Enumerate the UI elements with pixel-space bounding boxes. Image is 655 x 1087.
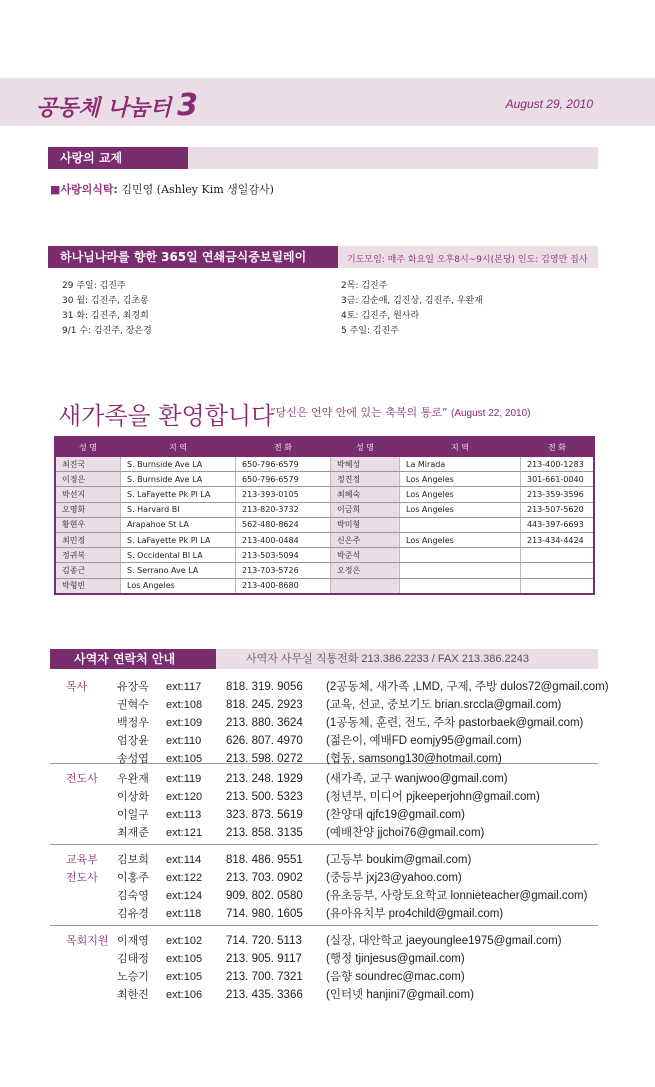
page-number: 3 bbox=[177, 88, 199, 123]
staff-phone: 818. 319. 9056 bbox=[226, 681, 303, 693]
table-cell: Los Angeles bbox=[121, 578, 236, 594]
table-cell: Los Angeles bbox=[400, 532, 521, 547]
staff-row bbox=[50, 806, 598, 824]
staff-note: (교육, 선교, 중보기도 brian.srccla@gmail.com) bbox=[326, 699, 562, 711]
table-cell: 정귀복 bbox=[55, 548, 121, 563]
staff-name: 엄장윤 bbox=[117, 734, 149, 747]
staff-name: 유장옥 bbox=[117, 680, 149, 693]
staff-ext: ext:109 bbox=[166, 717, 203, 729]
staff-ext: ext:105 bbox=[166, 971, 203, 983]
staff-note: (젊은이, 예배FD eomjy95@gmail.com) bbox=[326, 735, 522, 747]
staff-ext: ext:121 bbox=[166, 827, 203, 839]
issue-date: August 29, 2010 bbox=[505, 97, 593, 111]
staff-name: 이홍주 bbox=[117, 871, 149, 884]
table-cell: 박선지 bbox=[55, 487, 121, 502]
table-cell bbox=[400, 517, 521, 532]
staff-section-title: 사역자 연락처 안내 bbox=[50, 649, 216, 669]
staff-row bbox=[50, 869, 598, 887]
staff-phone: 213. 500. 5323 bbox=[226, 791, 303, 803]
staff-note: (인터넷 hanjini7@gmail.com) bbox=[326, 989, 474, 1001]
staff-phone: 213. 435. 3366 bbox=[226, 989, 303, 1001]
table-cell: 562-480-8624 bbox=[236, 517, 331, 532]
staff-ext: ext:110 bbox=[166, 735, 202, 747]
relay-item: 2목: 김진주 bbox=[341, 281, 388, 291]
table-cell bbox=[331, 578, 400, 594]
staff-group bbox=[50, 851, 598, 923]
staff-note: (예배찬양 jjchoi76@gmail.com) bbox=[326, 827, 485, 839]
staff-row bbox=[50, 932, 598, 950]
table-cell bbox=[521, 578, 595, 594]
table-row bbox=[55, 487, 594, 502]
staff-note: (실장, 대안학교 jaeyounglee1975@gmail.com) bbox=[326, 935, 562, 947]
staff-phone: 213. 703. 0902 bbox=[226, 872, 303, 884]
staff-name: 최한진 bbox=[117, 988, 149, 1001]
table-cell: 이금희 bbox=[331, 502, 400, 517]
col-header: 전 화 bbox=[521, 437, 595, 457]
staff-role: 목사 bbox=[66, 680, 88, 693]
staff-row bbox=[50, 851, 598, 869]
relay-section-title: 하나님나라를 향한 365일 연쇄금식중보릴레이 bbox=[48, 246, 338, 268]
staff-note: (유초등부, 사랑토요학교 lonnieteacher@gmail.com) bbox=[326, 890, 588, 902]
staff-row bbox=[50, 678, 609, 696]
table-cell: Los Angeles bbox=[400, 502, 521, 517]
staff-phone: 818. 486. 9551 bbox=[226, 854, 303, 866]
staff-name: 이일구 bbox=[117, 808, 149, 821]
staff-note: (고등부 boukim@gmail.com) bbox=[326, 854, 472, 866]
new-members-table bbox=[54, 436, 595, 595]
staff-row bbox=[50, 968, 598, 986]
staff-ext: ext:108 bbox=[166, 699, 203, 711]
staff-name: 김유경 bbox=[117, 907, 149, 920]
table-cell: 박형빈 bbox=[55, 578, 121, 594]
staff-row bbox=[50, 696, 598, 714]
table-cell: 오정은 bbox=[331, 563, 400, 578]
table-cell: 김종근 bbox=[55, 563, 121, 578]
relay-left-list bbox=[62, 279, 152, 339]
staff-ext: ext:105 bbox=[166, 953, 203, 965]
table-cell: 오명화 bbox=[55, 502, 121, 517]
staff-role: 교육부 bbox=[66, 853, 98, 866]
staff-row bbox=[50, 750, 598, 768]
table-cell: 650-796-6579 bbox=[236, 457, 331, 472]
staff-ext: ext:113 bbox=[166, 809, 202, 821]
table-cell: Arapahoe St LA bbox=[121, 517, 236, 532]
col-header: 지 역 bbox=[400, 437, 521, 457]
table-cell: S. Burnside Ave LA bbox=[121, 472, 236, 487]
table-cell: 213-393-0105 bbox=[236, 487, 331, 502]
staff-name: 권혁수 bbox=[117, 698, 149, 711]
table-cell: 213-503-5094 bbox=[236, 548, 331, 563]
staff-row bbox=[50, 905, 598, 923]
staff-note: (청년부, 미디어 pjkeeperjohn@gmail.com) bbox=[326, 791, 540, 803]
staff-row bbox=[50, 788, 598, 806]
group-divider bbox=[50, 925, 598, 926]
welcome-quote: “당신은 언약 안에 있는 축복의 통로” (August 22, 2010) bbox=[270, 406, 531, 419]
relay-right-list bbox=[341, 279, 483, 339]
page-title: 공동체 나눔터 3 bbox=[36, 88, 199, 123]
staff-note: (협동, samsong130@hotmail.com) bbox=[326, 753, 502, 765]
staff-phone: 626. 807. 4970 bbox=[226, 735, 303, 747]
table-cell: 박준석 bbox=[331, 548, 400, 563]
table-cell bbox=[400, 563, 521, 578]
staff-name: 김숙영 bbox=[117, 889, 149, 902]
table-cell: 213-400-1283 bbox=[521, 457, 595, 472]
staff-note: (1공동체, 훈련, 전도, 주차 pastorbaek@gmail.com) bbox=[326, 717, 584, 729]
table-row bbox=[55, 517, 594, 532]
staff-role: 전도사 bbox=[66, 871, 98, 884]
table-row bbox=[55, 502, 594, 517]
staff-ext: ext:106 bbox=[166, 989, 203, 1001]
staff-phone: 714. 720. 5113 bbox=[226, 935, 302, 947]
office-phone-line: 사역자 사무실 직통전화 213.386.2233 / FAX 213.386.2243 bbox=[216, 649, 598, 669]
table-cell: S. LaFayette Pk Pl LA bbox=[121, 487, 236, 502]
col-header: 성 명 bbox=[331, 437, 400, 457]
staff-name: 우완재 bbox=[117, 772, 149, 785]
staff-phone: 714. 980. 1605 bbox=[226, 908, 303, 920]
staff-role: 전도사 bbox=[66, 772, 98, 785]
staff-group bbox=[50, 770, 598, 842]
staff-ext: ext:122 bbox=[166, 872, 203, 884]
staff-name: 이상화 bbox=[117, 790, 149, 803]
staff-row bbox=[50, 732, 598, 750]
staff-name: 송성엽 bbox=[117, 752, 149, 765]
staff-note: (음향 soundrec@mac.com) bbox=[326, 971, 465, 983]
staff-ext: ext:118 bbox=[166, 908, 202, 920]
staff-note: (2공동체, 새가족 ,LMD, 구제, 주방 dulos72@gmail.com) bbox=[326, 681, 609, 693]
staff-ext: ext:119 bbox=[166, 773, 202, 785]
table-cell: 213-400-0484 bbox=[236, 532, 331, 547]
relay-item: 5 주일: 김진주 bbox=[341, 326, 399, 336]
staff-ext: ext:120 bbox=[166, 791, 203, 803]
staff-row bbox=[50, 950, 598, 968]
table-cell: S. Serrano Ave LA bbox=[121, 563, 236, 578]
relay-note: 기도모임: 매주 화요일 오후8시~9시(본당) 인도: 김영만 집사 bbox=[347, 255, 588, 265]
table-cell: 301-661-0040 bbox=[521, 472, 595, 487]
table-cell: S. Occidental Bl LA bbox=[121, 548, 236, 563]
staff-phone: 323. 873. 5619 bbox=[226, 809, 303, 821]
staff-phone: 213. 905. 9117 bbox=[226, 953, 302, 965]
table-cell: 정진정 bbox=[331, 472, 400, 487]
table-cell: S. Burnside Ave LA bbox=[121, 457, 236, 472]
table-cell: 박혜성 bbox=[331, 457, 400, 472]
table-cell: 213-400-8680 bbox=[236, 578, 331, 594]
table-cell: 박미형 bbox=[331, 517, 400, 532]
table-cell: Los Angeles bbox=[400, 472, 521, 487]
table-row bbox=[55, 548, 594, 563]
staff-ext: ext:117 bbox=[166, 681, 202, 693]
table-row bbox=[55, 457, 594, 472]
relay-item: 9/1 수: 김진주, 장은경 bbox=[62, 326, 152, 336]
staff-phone: 213. 598. 0272 bbox=[226, 753, 303, 765]
table-row bbox=[55, 578, 594, 594]
staff-name: 김태정 bbox=[117, 952, 149, 965]
welcome-title: 새가족을 환영합니다 bbox=[58, 402, 275, 430]
table-cell: 213-507-5620 bbox=[521, 502, 595, 517]
table-row bbox=[55, 563, 594, 578]
col-header: 전 화 bbox=[236, 437, 331, 457]
staff-name: 노승기 bbox=[117, 970, 149, 983]
relay-item: 3금: 김순애, 김진상, 김진주, 우완재 bbox=[341, 296, 483, 306]
relay-item: 29 주일: 김진주 bbox=[62, 281, 126, 291]
table-cell bbox=[521, 563, 595, 578]
staff-name: 이재영 bbox=[117, 934, 149, 947]
staff-ext: ext:114 bbox=[166, 854, 202, 866]
table-cell: 이정은 bbox=[55, 472, 121, 487]
table-cell: 213-359-3596 bbox=[521, 487, 595, 502]
table-row bbox=[55, 472, 594, 487]
relay-item: 30 월: 김진주, 김초롱 bbox=[62, 296, 149, 306]
staff-note: (찬양대 qjfc19@gmail.com) bbox=[326, 809, 465, 821]
table-cell: S. LaFayette Pk Pl LA bbox=[121, 532, 236, 547]
table-cell: 650-796-6579 bbox=[236, 472, 331, 487]
table-cell: 213-703-5726 bbox=[236, 563, 331, 578]
table-cell bbox=[521, 548, 595, 563]
table-cell: 213-820-3732 bbox=[236, 502, 331, 517]
staff-name: 최재준 bbox=[117, 826, 149, 839]
staff-row bbox=[50, 714, 598, 732]
staff-row bbox=[50, 986, 598, 1004]
staff-phone: 213. 858. 3135 bbox=[226, 827, 303, 839]
table-cell: 213-434-4424 bbox=[521, 532, 595, 547]
table-cell: 최민정 bbox=[55, 532, 121, 547]
love-table-text: 김민영 (Ashley Kim 생일감사) bbox=[121, 183, 274, 196]
table-cell: 443-397-6693 bbox=[521, 517, 595, 532]
staff-row bbox=[50, 824, 598, 842]
group-divider bbox=[50, 844, 598, 845]
staff-ext: ext:102 bbox=[166, 935, 203, 947]
love-section-title: 사랑의 교제 bbox=[48, 147, 188, 169]
staff-note: (새가족, 교구 wanjwoo@gmail.com) bbox=[326, 773, 508, 785]
love-table-line bbox=[50, 181, 274, 197]
welcome-date: (August 22, 2010) bbox=[451, 408, 531, 419]
table-cell: S. Harvard Bl bbox=[121, 502, 236, 517]
table-cell bbox=[400, 578, 521, 594]
staff-phone: 213. 248. 1929 bbox=[226, 773, 303, 785]
staff-phone: 909. 802. 0580 bbox=[226, 890, 303, 902]
staff-role: 목회지원 bbox=[66, 934, 109, 947]
staff-note: (중등부 jxj23@yahoo.com) bbox=[326, 872, 462, 884]
relay-item: 4토: 김진주, 원사라 bbox=[341, 311, 420, 321]
staff-row bbox=[50, 770, 598, 788]
staff-phone: 213. 880. 3624 bbox=[226, 717, 303, 729]
staff-group bbox=[50, 932, 598, 1004]
relay-item: 31 화: 김진주, 최경희 bbox=[62, 311, 149, 321]
love-table-label: ■사랑의식탁: bbox=[50, 183, 118, 196]
staff-group bbox=[50, 678, 609, 768]
staff-row bbox=[50, 887, 598, 905]
table-cell: 최혜숙 bbox=[331, 487, 400, 502]
table-cell: 최진국 bbox=[55, 457, 121, 472]
col-header: 성 명 bbox=[55, 437, 121, 457]
table-header-row bbox=[55, 437, 594, 457]
staff-phone: 213. 700. 7321 bbox=[226, 971, 303, 983]
table-cell: 황현우 bbox=[55, 517, 121, 532]
staff-ext: ext:124 bbox=[166, 890, 203, 902]
staff-ext: ext:105 bbox=[166, 753, 203, 765]
staff-name: 김보희 bbox=[117, 853, 149, 866]
table-row bbox=[55, 532, 594, 547]
col-header: 지 역 bbox=[121, 437, 236, 457]
staff-phone: 818. 245. 2923 bbox=[226, 699, 303, 711]
table-cell: 신은주 bbox=[331, 532, 400, 547]
staff-name: 백정우 bbox=[117, 716, 149, 729]
staff-note: (행정 tjinjesus@gmail.com) bbox=[326, 953, 465, 965]
staff-note: (유아유치부 pro4child@gmail.com) bbox=[326, 908, 504, 920]
table-cell: Los Angeles bbox=[400, 487, 521, 502]
table-cell bbox=[400, 548, 521, 563]
table-cell: La Mirada bbox=[400, 457, 521, 472]
